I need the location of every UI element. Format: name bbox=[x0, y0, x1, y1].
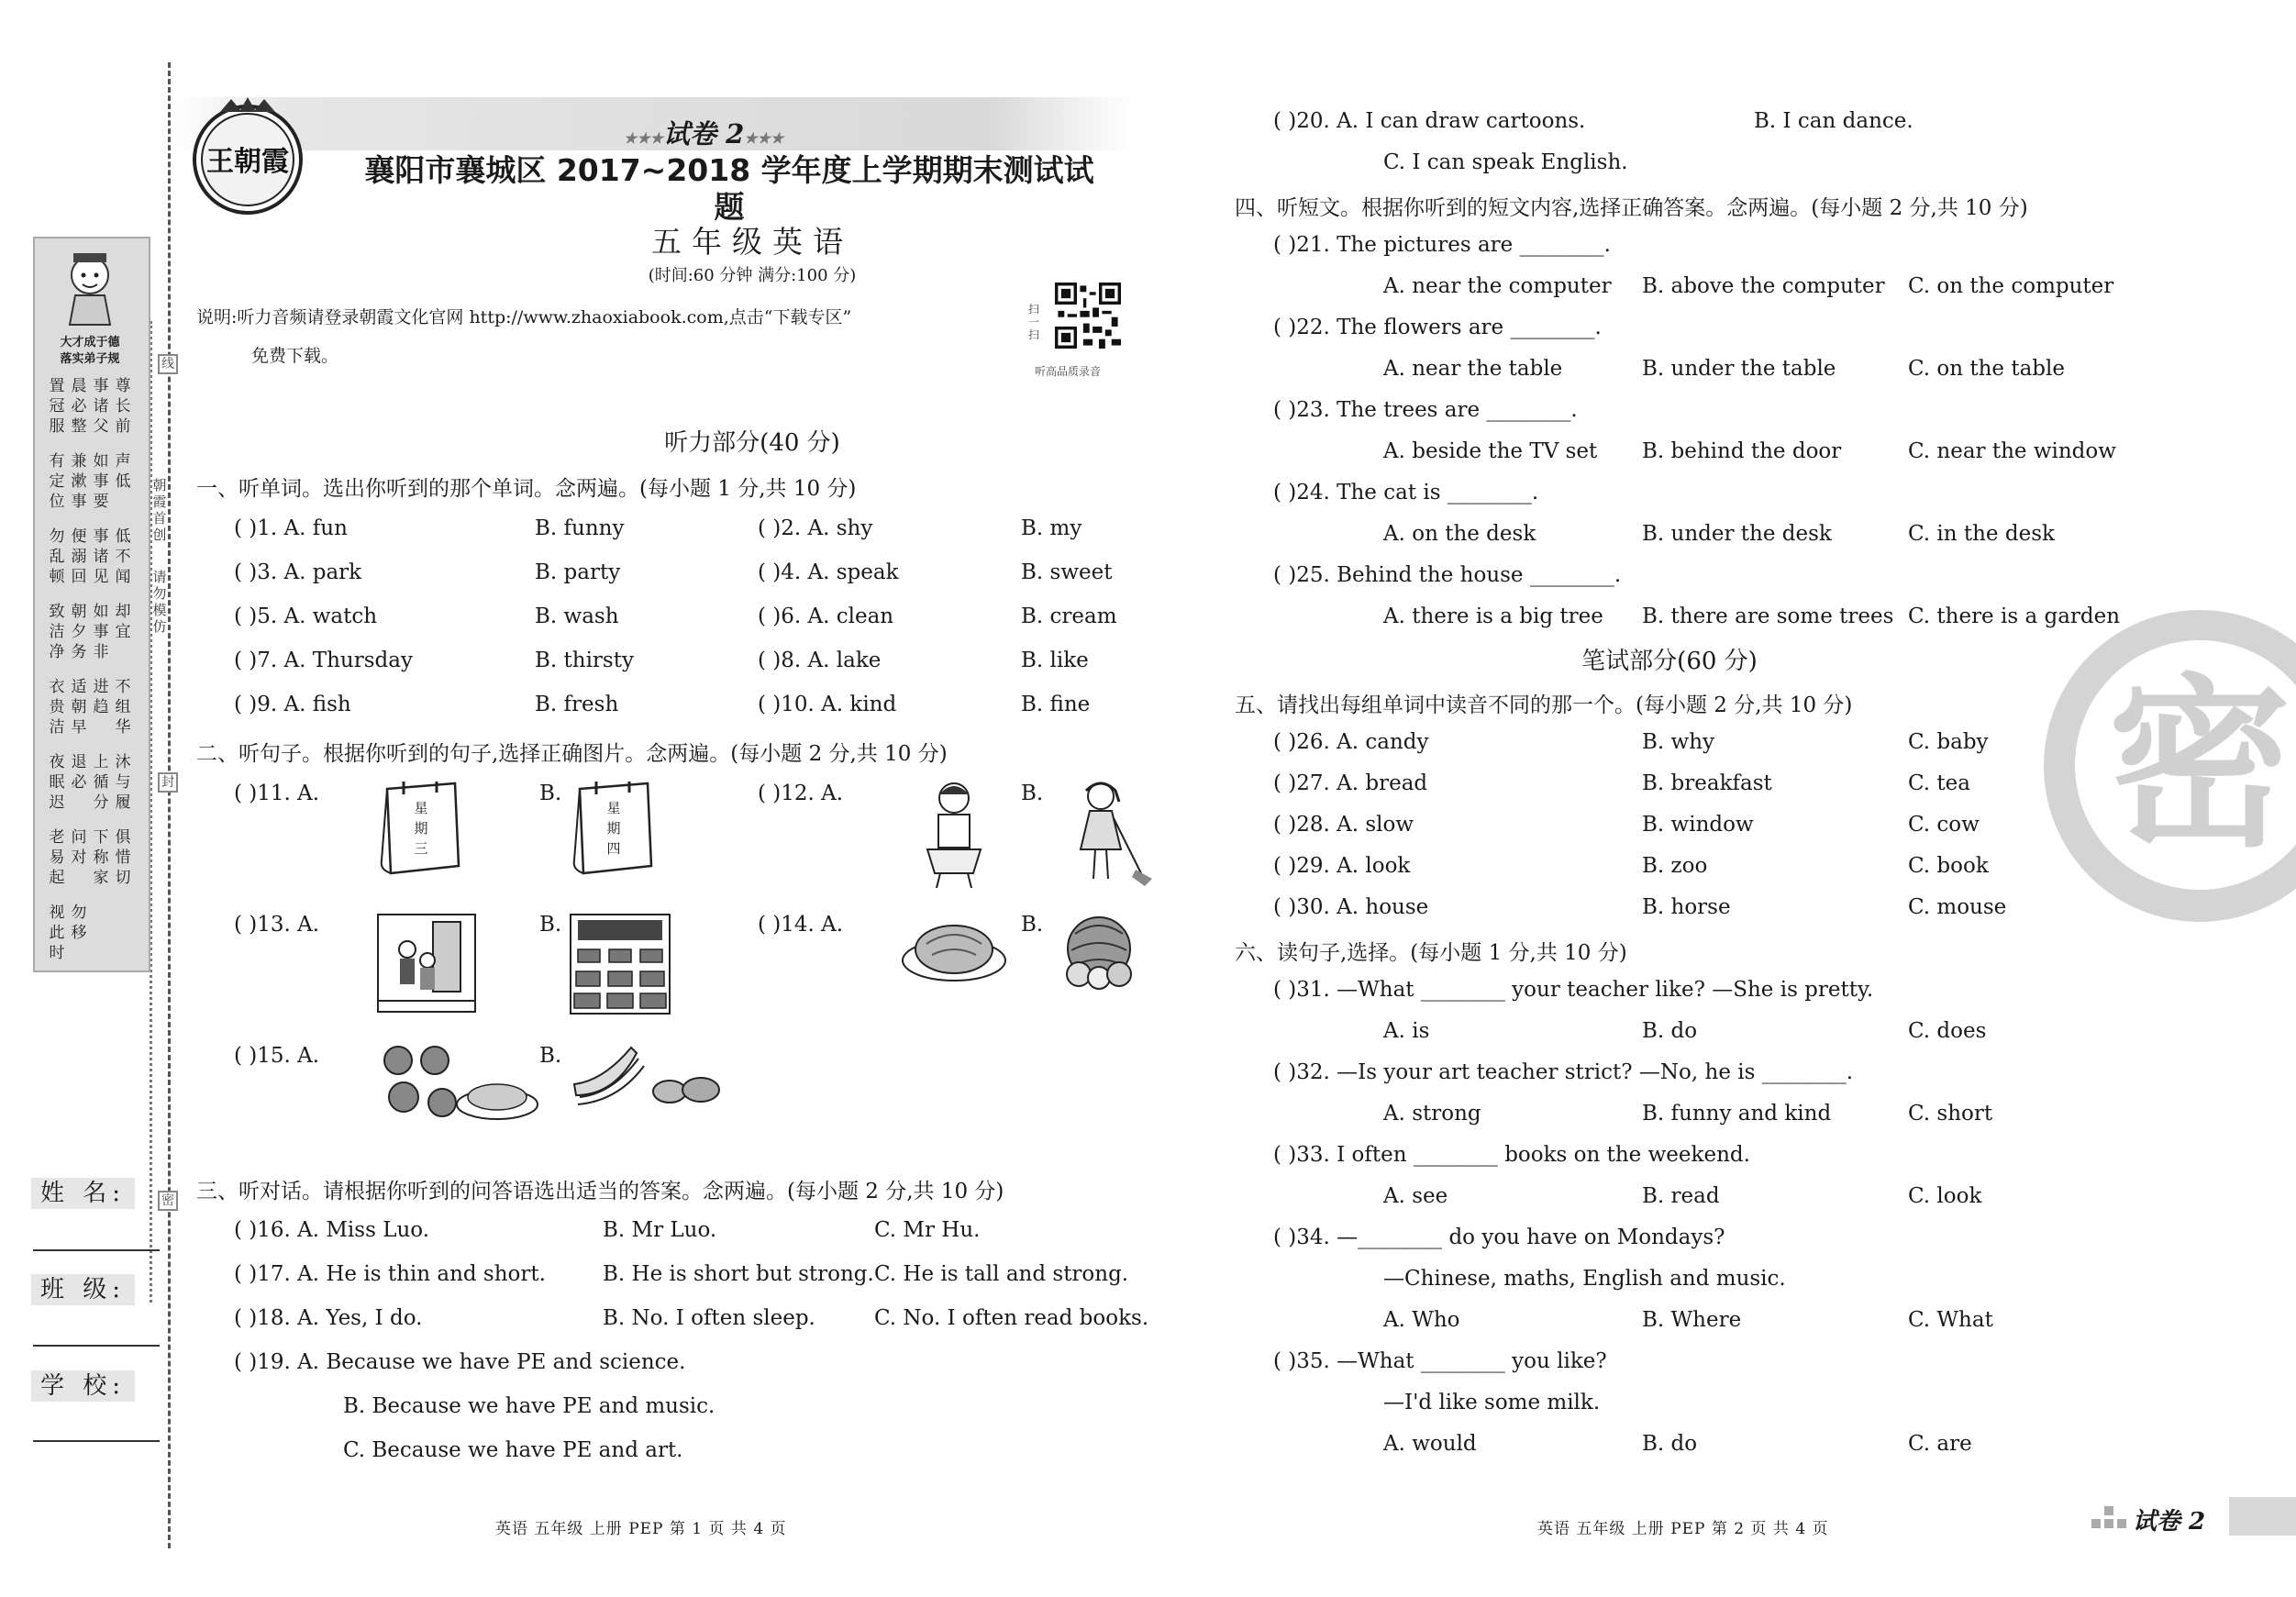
motto-column: 不 组 华 bbox=[115, 678, 131, 737]
question-21-option-a: A. near the computer bbox=[1383, 274, 1612, 298]
corner-band bbox=[2229, 1497, 2296, 1536]
question-19-option-b: B. Because we have PE and music. bbox=[343, 1394, 715, 1418]
motto-text bbox=[44, 376, 139, 963]
question-4-option-b: B. sweet bbox=[1021, 560, 1113, 584]
question-35-option-c: C. are bbox=[1908, 1432, 1972, 1456]
question-31: ( )31. —What ________ your teacher like? —She is pretty. bbox=[1273, 978, 1874, 1002]
question-17: ( )17. A. He is thin and short. bbox=[234, 1262, 546, 1286]
logo-icon bbox=[183, 95, 312, 224]
motto-column: 兼 漱 事 bbox=[71, 452, 87, 511]
question-30: ( )30. A. house bbox=[1273, 895, 1429, 919]
question-7: ( )7. A. Thursday bbox=[234, 649, 413, 672]
question-3-option-b: B. party bbox=[535, 560, 621, 584]
motto-column: 尊 长 前 bbox=[115, 377, 131, 436]
question-7-option-b: B. thirsty bbox=[535, 649, 634, 672]
question-20-option-b: B. I can dance. bbox=[1754, 109, 1913, 133]
motto-column: 问 对 bbox=[71, 828, 87, 867]
download-note-cont: 免费下载。 bbox=[251, 346, 339, 366]
question-12-option-b: B. bbox=[1021, 782, 1044, 805]
question-4: ( )4. A. speak bbox=[758, 560, 899, 584]
motto-column: 衣 贵 洁 bbox=[49, 678, 65, 737]
question-24-option-c: C. in the desk bbox=[1908, 522, 2055, 546]
motto-column: 却 宜 bbox=[115, 603, 131, 641]
question-1: ( )1. A. fun bbox=[234, 516, 348, 540]
question-24-option-b: B. under the desk bbox=[1642, 522, 1832, 546]
tomatoes-and-dish-icon bbox=[376, 1044, 541, 1126]
question-14-option-b: B. bbox=[1021, 913, 1044, 937]
question-13-option-b: B. bbox=[539, 913, 562, 937]
motto-line: 大才成于德 bbox=[60, 336, 120, 349]
question-5: ( )5. A. watch bbox=[234, 604, 378, 628]
question-11: ( )11. A. bbox=[234, 782, 320, 805]
question-34-option-c: C. What bbox=[1908, 1308, 1993, 1332]
calendar-char: 期 bbox=[414, 820, 428, 837]
question-24: ( )24. The cat is ________. bbox=[1273, 481, 1539, 505]
boy-washing-icon bbox=[913, 778, 995, 890]
name-field[interactable] bbox=[31, 1174, 135, 1208]
question-16-option-c: C. Mr Hu. bbox=[874, 1218, 981, 1242]
question-12: ( )12. A. bbox=[758, 782, 844, 805]
question-17-option-c: C. He is tall and strong. bbox=[874, 1262, 1129, 1286]
motto-column: 朝 夕 务 bbox=[71, 603, 87, 661]
question-28-option-b: B. window bbox=[1642, 813, 1754, 837]
class-line[interactable] bbox=[33, 1345, 160, 1347]
question-21-option-c: C. on the computer bbox=[1908, 274, 2114, 298]
question-34-option-a: A. Who bbox=[1383, 1308, 1460, 1332]
class-field[interactable] bbox=[31, 1270, 135, 1304]
question-18-option-c: C. No. I often read books. bbox=[874, 1306, 1149, 1330]
question-8-option-b: B. like bbox=[1021, 649, 1089, 672]
binding-mark-secret: 密 bbox=[158, 1191, 178, 1211]
question-3: ( )3. A. park bbox=[234, 560, 362, 584]
exam-time-info: (时间:60 分钟 满分:100 分) bbox=[648, 266, 857, 285]
question-18: ( )18. A. Yes, I do. bbox=[234, 1306, 423, 1330]
calendar-char: 四 bbox=[606, 840, 621, 857]
motto-column: 老 易 起 bbox=[49, 828, 65, 887]
question-22-option-b: B. under the table bbox=[1642, 357, 1836, 381]
question-28-option-c: C. cow bbox=[1908, 813, 1980, 837]
secret-stamp-char: 密 bbox=[2107, 659, 2291, 872]
fruit-basket-icon bbox=[1055, 908, 1143, 996]
side-note-no-copy: 请 勿 模 仿 bbox=[152, 569, 167, 635]
question-29-option-c: C. book bbox=[1908, 854, 1989, 878]
question-23-option-c: C. near the window bbox=[1908, 439, 2116, 463]
calendar-a-label bbox=[407, 798, 435, 859]
section-3-heading: 三、听对话。请根据你听到的问答语选出适当的答案。念两遍。(每小题 2 分,共 10 分) bbox=[196, 1180, 1004, 1203]
school-field[interactable] bbox=[31, 1367, 135, 1401]
section-1-heading: 一、听单词。选出你听到的那个单词。念两遍。(每小题 1 分,共 10 分) bbox=[196, 477, 857, 501]
question-23-option-b: B. behind the door bbox=[1642, 439, 1842, 463]
classroom-desks-icon bbox=[569, 913, 671, 1015]
motto-column: 勿 乱 顿 bbox=[49, 527, 65, 586]
question-34-dialogue: —Chinese, maths, English and music. bbox=[1383, 1267, 1786, 1291]
motto-column: 适 朝 早 bbox=[71, 678, 87, 737]
question-32: ( )32. —Is your art teacher strict? —No, he is ________. bbox=[1273, 1060, 1854, 1084]
qr-caption: 听高品质录音 bbox=[1035, 365, 1102, 378]
question-31-option-b: B. do bbox=[1642, 1019, 1698, 1043]
question-22-option-a: A. near the table bbox=[1383, 357, 1563, 381]
question-27-option-c: C. tea bbox=[1908, 771, 1970, 795]
question-9-option-b: B. fresh bbox=[535, 693, 619, 716]
motto-column: 进 趋 bbox=[93, 678, 109, 716]
question-5-option-b: B. wash bbox=[535, 604, 619, 628]
exam-subject: 五年级英语 bbox=[651, 224, 853, 260]
question-35: ( )35. —What ________ you like? bbox=[1273, 1349, 1607, 1373]
question-22: ( )22. The flowers are ________. bbox=[1273, 316, 1602, 339]
exam-title: 襄阳市襄城区 2017~2018 学年度上学期期末测试试题 bbox=[364, 152, 1094, 225]
class-label: 班 级: bbox=[31, 1274, 135, 1305]
section-2-heading: 二、听句子。根据你听到的句子,选择正确图片。念两遍。(每小题 2 分,共 10 分) bbox=[196, 742, 948, 766]
question-20: ( )20. A. I can draw cartoons. bbox=[1273, 109, 1586, 133]
calendar-char: 期 bbox=[606, 820, 621, 837]
section-4-heading: 四、听短文。根据你听到的短文内容,选择正确答案。念两遍。(每小题 2 分,共 10 分) bbox=[1235, 196, 2028, 220]
calendar-char: 星 bbox=[606, 800, 621, 816]
question-25-option-b: B. there are some trees bbox=[1642, 604, 1894, 628]
section-5-heading: 五、请找出每组单词中读音不同的那一个。(每小题 2 分,共 10 分) bbox=[1235, 693, 1853, 717]
question-16: ( )16. A. Miss Luo. bbox=[234, 1218, 430, 1242]
question-19: ( )19. A. Because we have PE and science. bbox=[234, 1350, 686, 1374]
motto-column: 有 定 位 bbox=[49, 452, 65, 511]
question-19-option-c: C. Because we have PE and art. bbox=[343, 1438, 683, 1462]
question-18-option-b: B. No. I often sleep. bbox=[603, 1306, 815, 1330]
listening-title: 听力部分(40 分) bbox=[664, 429, 840, 457]
question-22-option-c: C. on the table bbox=[1908, 357, 2065, 381]
question-26: ( )26. A. candy bbox=[1273, 730, 1429, 754]
question-26-option-c: C. baby bbox=[1908, 730, 1989, 754]
paper-tag-bottom: 试卷 2 bbox=[2133, 1508, 2206, 1536]
name-label: 姓 名: bbox=[31, 1178, 135, 1209]
motto-column: 上 循 分 bbox=[93, 753, 109, 812]
motto-column: 退 必 bbox=[71, 753, 87, 792]
page-footer-2: 英语 五年级 上册 PEP 第 2 页 共 4 页 bbox=[1537, 1520, 1829, 1538]
cut-line bbox=[168, 62, 171, 1548]
question-17-option-b: B. He is short but strong. bbox=[603, 1262, 874, 1286]
paper-tag: ★★★试卷 2★★★ bbox=[624, 118, 784, 150]
motto-column: 声 低 bbox=[115, 452, 131, 491]
qr-code-icon[interactable] bbox=[1055, 283, 1121, 349]
question-26-option-b: B. why bbox=[1642, 730, 1715, 754]
name-line[interactable] bbox=[33, 1249, 160, 1251]
binding-mark-line: 线 bbox=[158, 354, 178, 374]
question-35-option-a: A. would bbox=[1383, 1432, 1477, 1456]
question-32-option-c: C. short bbox=[1908, 1102, 1993, 1126]
motto-column: 晨 必 整 bbox=[71, 377, 87, 436]
binding-strip bbox=[0, 0, 174, 1597]
question-33-option-b: B. read bbox=[1642, 1184, 1720, 1208]
school-label: 学 校: bbox=[31, 1370, 135, 1402]
question-30-option-b: B. horse bbox=[1642, 895, 1731, 919]
motto-column: 致 洁 净 bbox=[49, 603, 65, 661]
question-27: ( )27. A. bread bbox=[1273, 771, 1428, 795]
question-16-option-b: B. Mr Luo. bbox=[603, 1218, 717, 1242]
question-9: ( )9. A. fish bbox=[234, 693, 351, 716]
question-10: ( )10. A. kind bbox=[758, 693, 897, 716]
girl-sweeping-icon bbox=[1064, 778, 1156, 890]
motto-column: 置 冠 服 bbox=[49, 377, 65, 436]
svg-text:王朝霞: 王朝霞 bbox=[206, 146, 289, 178]
question-31-option-c: C. does bbox=[1908, 1019, 1987, 1043]
paper-tag-label: 试卷 2 bbox=[663, 118, 745, 150]
question-20-option-c: C. I can speak English. bbox=[1383, 150, 1628, 174]
question-33-option-a: A. see bbox=[1383, 1184, 1448, 1208]
page-footer-1: 英语 五年级 上册 PEP 第 1 页 共 4 页 bbox=[495, 1520, 787, 1538]
question-29: ( )29. A. look bbox=[1273, 854, 1411, 878]
question-32-option-b: B. funny and kind bbox=[1642, 1102, 1832, 1126]
scholar-cartoon-icon bbox=[53, 248, 127, 326]
chicken-dish-icon bbox=[899, 913, 1009, 986]
calendar-thursday-icon bbox=[569, 782, 655, 877]
written-title: 笔试部分(60 分) bbox=[1581, 648, 1758, 675]
question-6-option-b: B. cream bbox=[1021, 604, 1117, 628]
question-24-option-a: A. on the desk bbox=[1383, 522, 1536, 546]
motto-column: 便 溺 回 bbox=[71, 527, 87, 586]
calendar-char: 星 bbox=[414, 800, 428, 816]
question-25: ( )25. Behind the house ________. bbox=[1273, 563, 1622, 587]
question-28: ( )28. A. slow bbox=[1273, 813, 1414, 837]
question-33: ( )33. I often ________ books on the weekend. bbox=[1273, 1143, 1750, 1167]
motto-column: 俱 惜 切 bbox=[115, 828, 131, 887]
question-11-option-b: B. bbox=[539, 782, 562, 805]
question-25-option-c: C. there is a garden bbox=[1908, 604, 2121, 628]
motto-column: 如 事 要 bbox=[93, 452, 109, 511]
question-34-option-b: B. Where bbox=[1642, 1308, 1742, 1332]
school-line[interactable] bbox=[33, 1440, 160, 1442]
tag-squares-icon bbox=[2091, 1504, 2128, 1532]
motto-column: 下 称 家 bbox=[93, 828, 109, 887]
question-1-option-b: B. funny bbox=[535, 516, 625, 540]
question-14: ( )14. A. bbox=[758, 913, 844, 937]
kids-opening-door-icon bbox=[376, 913, 477, 1014]
question-13: ( )13. A. bbox=[234, 913, 320, 937]
section-6-heading: 六、读句子,选择。(每小题 1 分,共 10 分) bbox=[1235, 941, 1627, 965]
motto-column: 勿 移 bbox=[71, 904, 87, 942]
question-8: ( )8. A. lake bbox=[758, 649, 882, 672]
question-35-dialogue: —I'd like some milk. bbox=[1383, 1391, 1601, 1414]
question-10-option-b: B. fine bbox=[1021, 693, 1091, 716]
question-15: ( )15. A. bbox=[234, 1044, 320, 1068]
qr-scan-label: 扫一扫 bbox=[1027, 303, 1039, 341]
question-34: ( )34. —________ do you have on Mondays? bbox=[1273, 1225, 1725, 1249]
question-2: ( )2. A. shy bbox=[758, 516, 873, 540]
question-35-option-b: B. do bbox=[1642, 1432, 1698, 1456]
question-33-option-c: C. look bbox=[1908, 1184, 1982, 1208]
side-note-original: 朝 霞 首 创 bbox=[152, 477, 167, 543]
motto-column: 夜 眠 迟 bbox=[49, 753, 65, 812]
question-15-option-b: B. bbox=[539, 1044, 562, 1068]
question-23: ( )23. The trees are ________. bbox=[1273, 398, 1578, 422]
binding-mark-seal: 封 bbox=[158, 772, 178, 793]
motto-column: 如 事 非 bbox=[93, 603, 109, 661]
motto-heading bbox=[40, 335, 139, 368]
motto-line: 落实弟子规 bbox=[60, 352, 120, 366]
question-23-option-a: A. beside the TV set bbox=[1383, 439, 1598, 463]
question-6: ( )6. A. clean bbox=[758, 604, 894, 628]
question-30-option-c: C. mouse bbox=[1908, 895, 2007, 919]
motto-column: 沐 与 履 bbox=[115, 753, 131, 812]
motto-column: 视 此 时 bbox=[49, 904, 65, 962]
question-31-option-a: A. is bbox=[1383, 1019, 1430, 1043]
motto-column: 事 诸 父 bbox=[93, 377, 109, 436]
question-2-option-b: B. my bbox=[1021, 516, 1082, 540]
motto-column: 事 诸 见 bbox=[93, 527, 109, 586]
calendar-b-label bbox=[600, 798, 627, 859]
question-25-option-a: A. there is a big tree bbox=[1383, 604, 1603, 628]
bananas-and-potatoes-icon bbox=[567, 1044, 727, 1114]
question-27-option-b: B. breakfast bbox=[1642, 771, 1772, 795]
question-21: ( )21. The pictures are ________. bbox=[1273, 233, 1611, 257]
calendar-wednesday-icon bbox=[376, 782, 462, 877]
question-29-option-b: B. zoo bbox=[1642, 854, 1708, 878]
calendar-char: 三 bbox=[414, 840, 428, 857]
motto-column: 低 不 闻 bbox=[115, 527, 131, 586]
question-32-option-a: A. strong bbox=[1383, 1102, 1481, 1126]
download-note: 说明:听力音频请登录朝霞文化官网 http://www.zhaoxiabook.com,点击“下载专区” bbox=[196, 307, 852, 327]
question-21-option-b: B. above the computer bbox=[1642, 274, 1885, 298]
